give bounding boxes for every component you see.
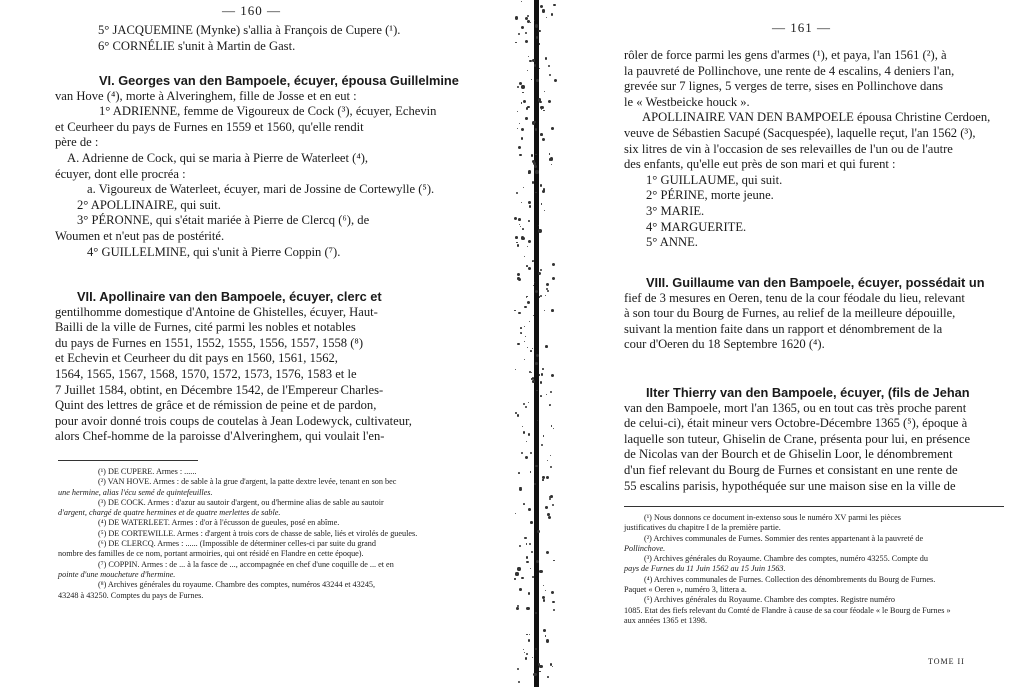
scan-noise xyxy=(522,228,524,230)
scan-noise xyxy=(523,431,525,433)
line: de celui-ci), était mineur vers Octobre-Décembre 1365 (⁵), époque à xyxy=(624,416,968,431)
scan-noise xyxy=(540,269,542,271)
scan-noise xyxy=(532,576,534,578)
scan-noise xyxy=(523,503,525,505)
scan-noise xyxy=(515,513,516,514)
scan-noise xyxy=(540,133,543,136)
line: fief de 3 mesures en Oeren, tenu de la cour féodale du lieu, relevant xyxy=(624,290,965,305)
line: 4° MARGUERITE. xyxy=(646,219,747,234)
scan-noise xyxy=(536,560,539,563)
scan-noise xyxy=(544,91,546,93)
line: van Hove (⁴), morte à Alveringhem, fille de Josse et en eut : xyxy=(55,88,357,103)
scan-noise xyxy=(527,347,528,348)
scan-noise xyxy=(526,543,528,545)
scan-noise xyxy=(538,30,541,33)
scan-noise xyxy=(535,362,538,365)
scan-noise xyxy=(521,85,524,88)
line: six litres de vin à l'occasion de ses relevailles de l'un ou de l'autre xyxy=(624,141,953,156)
scan-noise xyxy=(525,456,528,459)
footnote: pointe d'une moucheture d'hermine. xyxy=(58,569,176,579)
scan-noise xyxy=(539,570,542,573)
footnote: (¹) Nous donnons ce document in-extenso sous le numéro XV parmi les pièces xyxy=(644,513,901,522)
line: a. Vigoureux de Waterleet, écuyer, mari de Jossine de Cortewylle (⁵). xyxy=(87,182,435,197)
line: 2° APOLLINAIRE, qui suit. xyxy=(77,197,221,212)
line: père de : xyxy=(55,135,99,150)
scan-noise xyxy=(539,671,540,672)
footnote-divider xyxy=(624,506,1004,507)
scan-noise xyxy=(517,343,520,346)
scan-noise xyxy=(516,192,518,194)
footnote: (⁴) Archives communales de Furnes. Collection des dénombrements du Bourg de Furnes. xyxy=(644,574,936,584)
footnote: (²) Archives communales de Furnes. Sommier des rentes appartenant à la pauvreté de xyxy=(644,533,924,543)
scan-noise xyxy=(542,10,545,13)
scan-noise xyxy=(535,612,537,614)
scan-noise xyxy=(529,543,531,545)
scan-noise xyxy=(526,441,527,442)
scan-noise xyxy=(532,657,533,658)
scan-noise xyxy=(526,296,527,297)
scan-noise xyxy=(522,237,525,240)
scan-noise xyxy=(541,203,542,204)
scan-noise xyxy=(532,121,535,124)
line: 1564, 1565, 1567, 1568, 1570, 1572, 1573, 1576, 1583 et le xyxy=(55,366,357,381)
scan-noise xyxy=(545,590,547,592)
scan-noise xyxy=(530,350,532,352)
scan-noise xyxy=(530,568,531,569)
scan-noise xyxy=(536,36,539,39)
scan-noise xyxy=(531,372,532,373)
right-text-block-1 xyxy=(624,48,990,251)
scan-noise xyxy=(529,321,530,322)
scan-noise xyxy=(517,668,519,670)
scan-noise xyxy=(528,172,529,173)
scan-noise xyxy=(545,295,546,296)
signature-mark: TOME II xyxy=(928,657,965,666)
scan-noise xyxy=(532,181,534,183)
right-footnotes xyxy=(624,513,951,626)
scan-noise xyxy=(526,653,528,655)
scan-noise xyxy=(519,488,522,491)
scan-noise xyxy=(545,635,546,636)
scan-noise xyxy=(517,244,519,246)
scan-noise xyxy=(540,106,543,109)
line: et Ceurheer du pays de Furnes en 1559 et 1560, qu'elle rendit xyxy=(55,119,364,134)
scan-noise xyxy=(541,444,543,446)
footnote: aux années 1365 et 1398. xyxy=(624,615,707,625)
scan-noise xyxy=(519,154,522,157)
scan-noise xyxy=(542,479,543,480)
scan-noise xyxy=(534,483,536,485)
scan-noise xyxy=(532,377,534,379)
scan-noise xyxy=(521,577,523,579)
scan-noise xyxy=(543,629,546,632)
line: 3° PÉRONNE, qui s'était mariée à Pierre de Clercq (⁶), de xyxy=(77,213,370,228)
line: 1° ADRIENNE, femme de Vigoureux de Cock (³), écuyer, Echevin xyxy=(99,104,437,119)
scan-noise xyxy=(524,306,527,309)
line: suivant la mention faite dans un rapport et dénombrement de la xyxy=(624,321,943,336)
line: Quint des lettres de grâce et de rémission de peine et de pardon, xyxy=(55,398,377,413)
scan-noise xyxy=(521,26,524,29)
line: veuve de Sébastien Sacupé (Sacquespée), laquelle reçut, l'an 1562 (³), xyxy=(624,125,976,140)
scan-noise xyxy=(535,170,538,173)
scan-noise xyxy=(535,465,537,467)
footnote: justificatives du chapitre I de la première partie. xyxy=(624,523,781,533)
scan-noise xyxy=(526,107,528,109)
footnote: Pollinchove. xyxy=(624,543,666,553)
scan-noise xyxy=(527,20,530,23)
footnote: (⁷) COPPIN. Armes : de ... à la fasce de ..., accompagnée en chef d'une coquille de ... et en xyxy=(98,559,394,569)
line: Bailli de la ville de Furnes, cité parmi les nobles et notables xyxy=(55,320,356,335)
footnote: 1085. Etat des fiefs relevant du Comté de Flandre à cause de sa cour féodale « le Bourg de Furnes » xyxy=(624,605,951,615)
scan-noise xyxy=(539,665,542,668)
scan-noise xyxy=(527,70,528,71)
scan-noise xyxy=(527,15,529,17)
scan-noise xyxy=(530,521,533,524)
scan-noise xyxy=(534,64,537,67)
right-page xyxy=(548,0,1024,687)
footnote: (³) DE COCK. Armes : d'azur au sautoir d'argent, ou d'hermine alias de sable au sautoir xyxy=(98,497,384,507)
scan-noise xyxy=(521,137,524,140)
scan-noise xyxy=(528,433,530,435)
scan-noise xyxy=(526,607,529,610)
scan-noise xyxy=(523,649,524,650)
footnote: nombre des familles de ce nom, portant armoiries, qui ont résidé en Flandre en cette époque). xyxy=(58,549,364,559)
scan-noise xyxy=(533,673,536,676)
scan-noise xyxy=(543,435,545,437)
scan-noise xyxy=(527,301,530,304)
scan-noise xyxy=(536,79,538,81)
scan-noise xyxy=(524,341,525,342)
scan-noise xyxy=(517,567,520,570)
scan-noise xyxy=(525,117,528,120)
scan-noise xyxy=(525,40,528,43)
scan-noise xyxy=(528,267,531,270)
scan-noise xyxy=(515,572,518,575)
scan-noise xyxy=(520,332,522,334)
scan-noise xyxy=(530,471,532,473)
section-heading-ii-ter: IIter Thierry van den Bampoele, écuyer, (fils de Jehan xyxy=(646,385,970,400)
right-section-ii-ter xyxy=(624,385,970,494)
scan-noise xyxy=(528,508,531,511)
scan-noise xyxy=(524,652,526,654)
scan-noise xyxy=(531,79,532,80)
footnote: (⁵) DE CORTEWILLE. Armes : d'argent à trois cors de chasse de sable, liés et virolés de gueules. xyxy=(98,528,418,538)
scan-noise xyxy=(528,402,529,403)
scan-noise xyxy=(546,17,547,18)
scan-noise xyxy=(515,16,518,19)
page-number-160: — 160 — xyxy=(222,3,281,18)
scan-noise xyxy=(534,165,537,168)
line: 1° GUILLAUME, qui suit. xyxy=(646,172,783,187)
scan-noise xyxy=(514,217,517,220)
scan-noise xyxy=(538,272,541,275)
scan-noise xyxy=(521,102,523,104)
footnote: pays de Furnes du 11 Juin 1562 au 15 Juin 1563. xyxy=(624,564,786,574)
scan-noise xyxy=(542,476,544,478)
line: 5° JACQUEMINE (Mynke) s'allia à François de Cupere (¹). xyxy=(98,23,401,37)
scan-noise xyxy=(516,607,519,610)
page-number-161: — 161 — xyxy=(772,20,831,35)
scan-noise xyxy=(514,578,515,579)
scan-noise xyxy=(517,273,520,276)
scan-noise xyxy=(526,556,528,558)
scan-noise xyxy=(526,297,527,298)
scan-noise xyxy=(518,218,521,221)
scan-noise xyxy=(529,634,530,635)
section-heading-viii: VIII. Guillaume van den Bampoele, écuyer, possédait un xyxy=(646,275,985,290)
line: pour avoir donné trois coups de coutelas à Jean Lodewyck, cultivateur, xyxy=(55,413,412,428)
scan-noise xyxy=(525,32,527,34)
scan-noise xyxy=(527,246,528,247)
footnote-divider xyxy=(58,460,198,461)
scan-noise xyxy=(541,373,543,375)
scan-noise xyxy=(514,310,516,312)
left-text-block-1 xyxy=(98,23,400,54)
line: van den Bampoele, mort l'an 1365, ou en tout cas très proche parent xyxy=(624,400,967,415)
scan-noise xyxy=(517,86,519,88)
scan-noise xyxy=(525,657,528,660)
scan-noise xyxy=(542,368,544,370)
footnote: (⁸) Archives générales du royaume. Chambre des comptes, numéros 43244 et 43245, xyxy=(98,580,376,590)
line: le « Westbeicke houck ». xyxy=(624,94,750,109)
line: de Nicolas van der Bourch et de Ghiselin Loor, le dénombrement xyxy=(624,447,953,462)
right-section-viii xyxy=(624,275,985,353)
line: la pauvreté de Pollinchove, une rente de 4 escalins, 4 deniers l'an, xyxy=(624,63,955,78)
scan-noise xyxy=(518,681,520,683)
scan-noise xyxy=(517,414,519,416)
scan-noise xyxy=(515,236,518,239)
scan-noise xyxy=(543,599,546,602)
scan-noise xyxy=(528,639,531,642)
scan-noise xyxy=(530,452,532,454)
left-section-vi xyxy=(55,73,459,260)
line: 4° GUILLELMINE, qui s'unit à Pierre Coppin (⁷). xyxy=(87,244,341,259)
scan-noise xyxy=(518,278,521,281)
left-footnotes xyxy=(58,467,417,601)
scan-noise xyxy=(522,92,523,93)
scan-noise xyxy=(519,224,521,226)
scan-noise xyxy=(528,201,531,204)
footnote: (³) Archives générales du Royaume. Chambre des comptes, numéro 43255. Compte du xyxy=(644,554,928,564)
scan-noise xyxy=(528,240,531,243)
scan-noise xyxy=(534,282,535,283)
scan-noise xyxy=(524,256,526,258)
scan-noise xyxy=(515,369,516,370)
line: gentilhomme domestique d'Antoine de Ghistelles, écuyer, Haut- xyxy=(55,304,378,319)
line: écuyer, dont elle procréa : xyxy=(55,166,186,181)
scan-noise xyxy=(521,1,522,2)
scan-noise xyxy=(528,592,530,594)
binding-shadow xyxy=(534,0,539,687)
section-heading-vi: VI. Georges van den Bampoele, écuyer, épousa Guillelmine xyxy=(99,73,459,88)
line: d'un fief relevant du Bourg de Furnes et consistant en une rente de xyxy=(624,462,958,477)
line: à son tour du Bourg de Furnes, au relief de la meilleure dépouille, xyxy=(624,306,956,321)
line: 2° PÉRINE, morte jeune. xyxy=(646,188,774,203)
scan-noise xyxy=(520,327,522,329)
line: 6° CORNÉLIE s'unit à Martin de Gast. xyxy=(98,38,296,53)
line: APOLLINAIRE VAN DEN BAMPOELE épousa Christine Cerdoen, xyxy=(642,110,991,125)
line: Woumen et n'eut pas de postérité. xyxy=(55,228,225,243)
line: et Echevin et Ceurheer du dit pays en 1560, 1561, 1562, xyxy=(55,351,338,366)
scan-noise xyxy=(543,110,544,111)
scan-noise xyxy=(521,128,524,131)
scan-noise xyxy=(523,403,525,405)
scan-noise xyxy=(523,100,526,103)
scan-noise xyxy=(543,188,545,190)
scan-noise xyxy=(515,42,517,44)
scan-noise xyxy=(535,192,536,193)
scan-noise xyxy=(522,426,523,427)
line: laquelle son tuteur, Ghiselin de Crane, présenta pour lui, en présence xyxy=(624,431,971,446)
line: des enfants, qu'elle eut près de son mari et qui furent : xyxy=(624,157,896,172)
scan-noise xyxy=(524,326,525,327)
scan-noise xyxy=(518,312,521,315)
scan-noise xyxy=(535,24,538,27)
scan-noise xyxy=(539,101,541,103)
scan-noise xyxy=(540,381,543,384)
footnote: une hermine, alias l'écu semé de quintefeuilles. xyxy=(58,487,213,497)
scan-noise xyxy=(540,295,542,297)
line: A. Adrienne de Cock, qui se maria à Pierre de Waterleet (⁴), xyxy=(67,150,369,165)
scan-noise xyxy=(532,260,534,262)
scan-noise xyxy=(544,310,545,311)
scan-noise xyxy=(518,472,520,474)
section-heading-vii: VII. Apollinaire van den Bampoele, écuyer, clerc et xyxy=(77,289,382,304)
scan-noise xyxy=(519,545,521,547)
line: rôler de force parmi les gens d'armes (¹), et paya, l'an 1561 (²), à xyxy=(624,48,947,62)
scan-noise xyxy=(521,202,522,203)
scan-noise xyxy=(518,33,520,35)
scan-noise xyxy=(525,336,526,337)
scan-noise xyxy=(530,22,532,24)
scan-noise xyxy=(545,57,548,60)
scan-noise xyxy=(523,187,524,188)
scan-noise xyxy=(528,56,529,57)
scan-noise xyxy=(544,210,546,212)
scan-noise xyxy=(520,226,521,227)
line: alors Chef-homme de la paroisse d'Alveringhem, qui voulait l'en- xyxy=(55,429,385,444)
scan-noise xyxy=(526,634,528,636)
scan-noise xyxy=(542,138,545,141)
scan-noise xyxy=(538,229,541,232)
scan-noise xyxy=(526,561,528,563)
line: 5° ANNE. xyxy=(646,235,698,250)
line: cour d'Oeren du 18 Septembre 1620 (⁴). xyxy=(624,337,825,352)
line: 7 Juillet 1584, obtint, en Décembre 1542, de l'Empereur Charles- xyxy=(55,382,384,397)
scan-noise xyxy=(517,128,518,129)
scan-noise xyxy=(519,588,522,591)
scan-noise xyxy=(531,154,533,156)
scan-noise xyxy=(516,242,518,244)
footnote: 43248 à 43250. Comptes du pays de Furnes. xyxy=(58,590,204,600)
scan-noise xyxy=(540,184,543,187)
scan-noise xyxy=(531,551,533,553)
scan-noise xyxy=(529,205,532,208)
footnote: d'argent, chargé de quatre hermines et de quatre merlettes de sable. xyxy=(58,508,281,518)
left-section-vii xyxy=(55,289,412,445)
scan-noise xyxy=(521,452,523,454)
footnote: (⁶) DE CLERCQ. Armes : ...... (Impossible de déterminer celles-ci par suite du grand xyxy=(98,539,376,549)
line: 55 escalins parisis, hypothéquée sur une maison sise en la ville de xyxy=(624,478,956,493)
scan-noise xyxy=(537,530,540,533)
scan-noise xyxy=(540,395,542,397)
line: grevée sur 7 lignes, 5 verges de terre, sises en Pollinchove dans xyxy=(624,79,944,94)
scan-noise xyxy=(539,43,541,45)
footnote: (⁴) DE WATERLEET. Armes : d'or à l'écusson de gueules, posé en abîme. xyxy=(98,518,340,528)
scan-noise xyxy=(524,359,526,361)
scan-noise xyxy=(518,146,521,149)
scan-noise xyxy=(525,406,527,408)
scan-noise xyxy=(528,220,530,222)
scan-noise xyxy=(543,585,544,586)
footnote: (¹) DE CUPERE. Armes : ...... xyxy=(98,467,197,476)
scan-noise xyxy=(540,5,543,8)
footnote: Paquet « Oeren », numéro 3, littera a. xyxy=(624,585,747,595)
footnote: (²) VAN HOVE. Armes : de sable à la grue d'argent, la patte dextre levée, tenant en son bec xyxy=(98,477,397,487)
scan-noise xyxy=(517,111,518,112)
scan-noise xyxy=(519,123,520,124)
footnote: (⁵) Archives générales du Royaume. Chambre des comptes. Registre numéro xyxy=(644,595,895,605)
line: 3° MARIE. xyxy=(646,203,705,218)
line: du pays de Furnes en 1551, 1552, 1555, 1556, 1557, 1558 (⁸) xyxy=(55,335,364,350)
